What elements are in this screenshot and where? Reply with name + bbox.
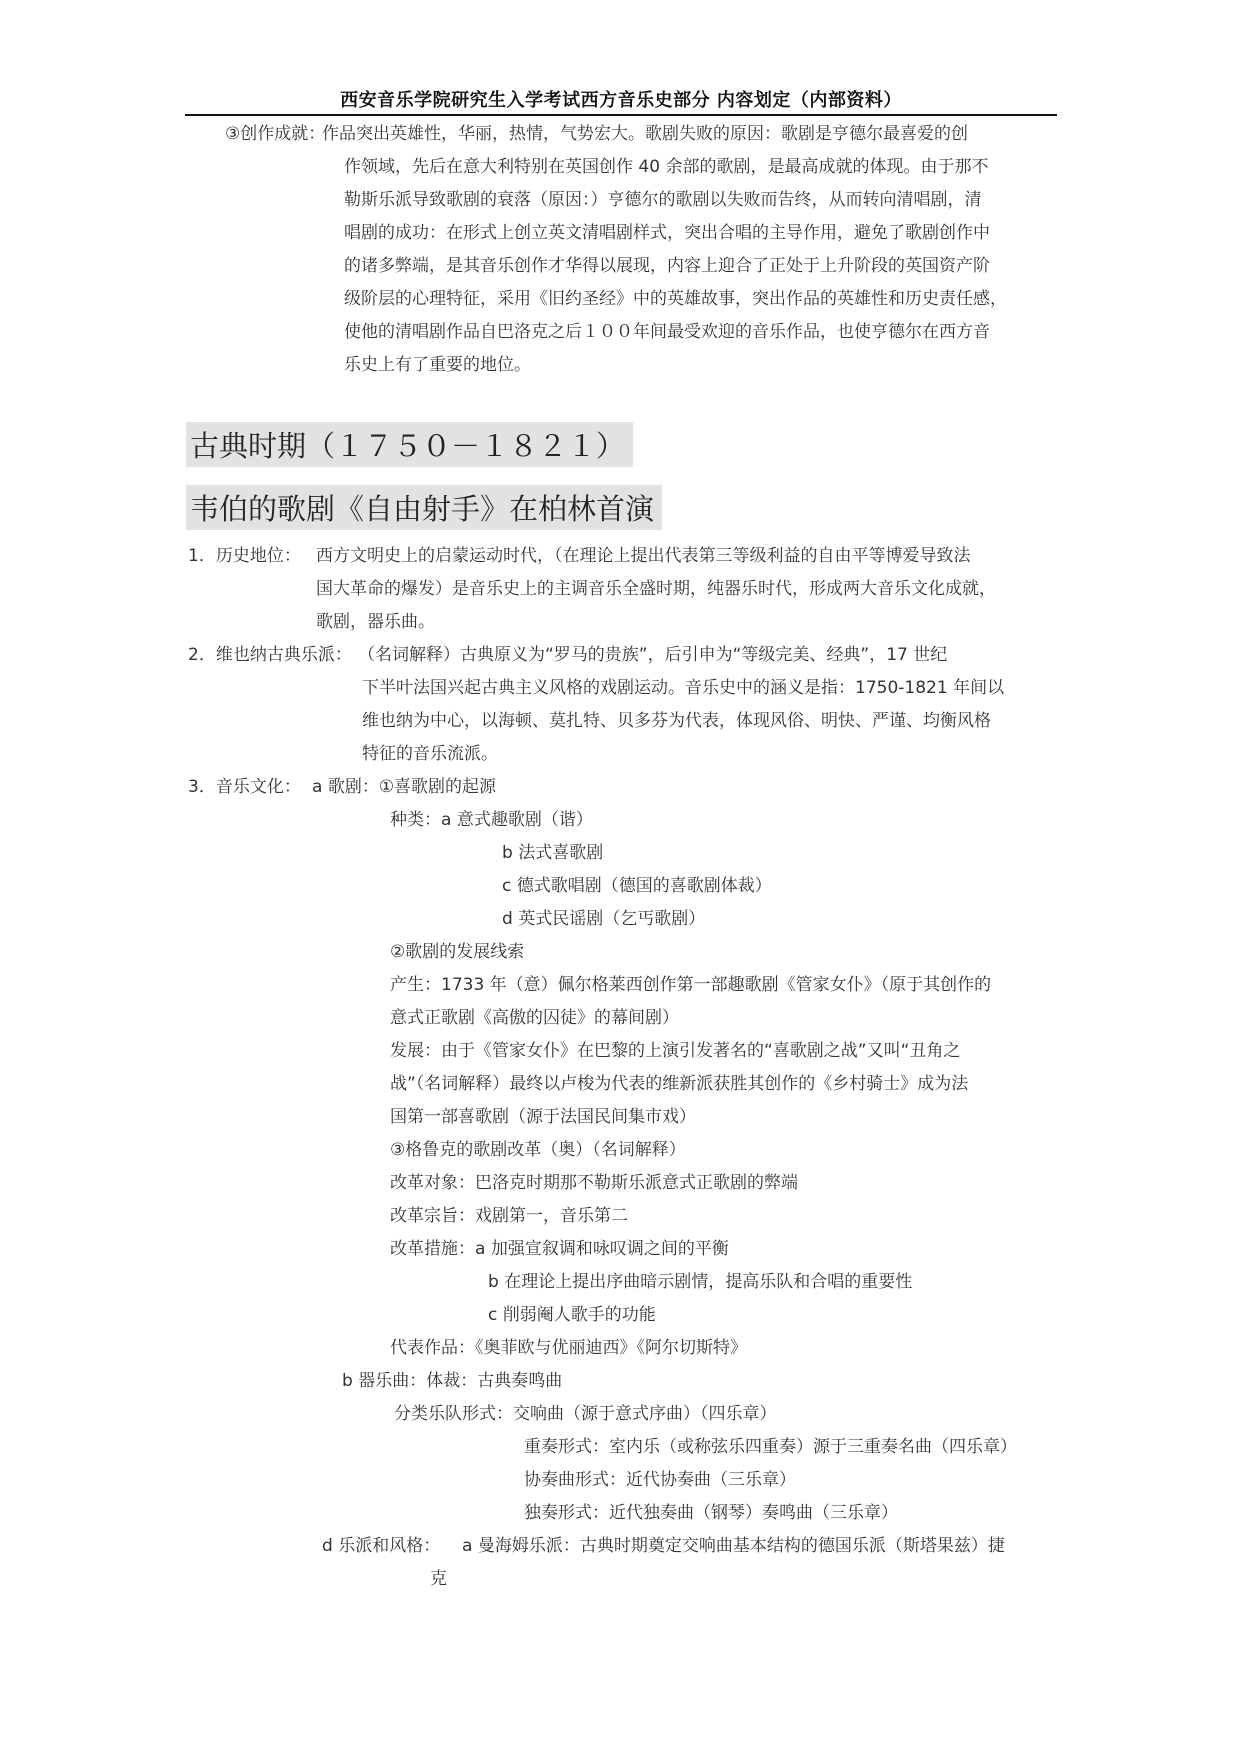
reform-measures-label: 改革措施：a 加强宣叙调和咏叹调之间的平衡 [390, 1239, 729, 1259]
schools-label: d 乐派和风格： [322, 1536, 441, 1556]
page-header-title: 西安音乐学院研究生入学考试西方音乐史部分 内容划定（内部资料） [340, 90, 902, 111]
opera-growth-text: 发展：由于《管家女仆》在巴黎的上演引发著名的“喜歌剧之战”又叫“丑角之 [390, 1041, 961, 1061]
intro-line: 乐史上有了重要的地位。 [344, 355, 531, 375]
item3-label: 3．音乐文化： [188, 777, 301, 797]
intro-first-line: 作品突出英雄性，华丽，热情，气势宏大。歌剧失败的原因：歌剧是亨德尔最喜爱的创 [322, 124, 968, 144]
intro-line: 唱剧的成功：在形式上创立英文清唱剧样式，突出合唱的主导作用，避免了歌剧创作中 [344, 223, 990, 243]
opera-origin-line: a 歌剧：①喜歌剧的起源 [312, 777, 497, 797]
reform-target: 改革对象：巴洛克时期那不勒斯乐派意式正歌剧的弊端 [390, 1173, 798, 1193]
intro-line: 级阶层的心理特征，采用《旧约圣经》中的英雄故事，突出作品的英雄性和历史责任感， [344, 289, 1007, 309]
intro-label: ③创作成就： [225, 124, 326, 144]
item2-line: 下半叶法国兴起古典主义风格的戏剧运动。音乐史中的涵义是指：1750-1821 年间以 [362, 678, 1005, 698]
mannheim-school-continued: 克 [430, 1569, 447, 1589]
heading-weber-opera: 韦伯的歌剧《自由射手》在柏林首演 [186, 485, 662, 530]
opera-kinds-label: 种类：a 意式趣歌剧（谐） [390, 810, 593, 830]
classification-item: 重奏形式：室内乐（或称弦乐四重奏）源于三重奏名曲（四乐章） [524, 1437, 1017, 1457]
reform-aim: 改革宗旨：戏剧第一，音乐第二 [390, 1206, 628, 1226]
item1-first-line: 西方文明史上的启蒙运动时代，（在理论上提出代表第三等级利益的自由平等博爱导致法 [316, 546, 971, 566]
header-divider [185, 114, 1057, 116]
gluck-reform-title: ③格鲁克的歌剧改革（奥）（名词解释） [390, 1140, 686, 1160]
item2-label: 2．维也纳古典乐派： [188, 645, 352, 665]
intro-line: 勒斯乐派导致歌剧的衰落（原因：）亨德尔的歌剧以失败而告终，从而转向清唱剧，清 [344, 190, 982, 210]
opera-kind-item: c 德式歌唱剧（德国的喜歌剧体裁） [502, 876, 772, 896]
opera-development-title: ②歌剧的发展线索 [390, 942, 525, 962]
item1-line: 歌剧，器乐曲。 [316, 612, 435, 632]
classification-item: 协奏曲形式：近代协奏曲（三乐章） [524, 1470, 796, 1490]
reform-measure-item: c 削弱阉人歌手的功能 [488, 1305, 656, 1325]
item2-line: 特征的音乐流派。 [362, 744, 498, 764]
classification-label: 分类乐队形式：交响曲（源于意式序曲）（四乐章） [394, 1404, 777, 1424]
intro-line: 使他的清唱剧作品自巴洛克之后１００年间最受欢迎的音乐作品，也使亨德尔在西方音 [344, 322, 990, 342]
opera-origin-text: 意式正歌剧《高傲的囚徒》的幕间剧） [390, 1008, 679, 1028]
intro-line: 的诸多弊端，是其音乐创作才华得以展现，内容上迎合了正处于上升阶段的英国资产阶 [344, 256, 990, 276]
opera-origin-text: 产生：1733 年（意）佩尔格莱西创作第一部趣歌剧《管家女仆》（原于其创作的 [390, 975, 992, 995]
reform-measure-item: b 在理论上提出序曲暗示剧情，提高乐队和合唱的重要性 [488, 1272, 913, 1292]
intro-line: 作领域，先后在意大利特别在英国创作 40 余部的歌剧，是最高成就的体现。由于那不 [344, 157, 989, 177]
item2-line: 维也纳为中心，以海顿、莫扎特、贝多芬为代表，体现风俗、明快、严谨、均衡风格 [362, 711, 991, 731]
heading-classical-period: 古典时期（１７５０－１８２１） [186, 422, 633, 467]
opera-kind-item: b 法式喜歌剧 [502, 843, 604, 863]
opera-kind-item: d 英式民谣剧（乞丐歌剧） [502, 909, 706, 929]
item2-first-line: （名词解释）古典原义为“罗马的贵族”，后引申为“等级完美、经典”，17 世纪 [358, 645, 948, 665]
item1-line: 国大革命的爆发）是音乐史上的主调音乐全盛时期，纯器乐时代，形成两大音乐文化成就， [316, 579, 996, 599]
mannheim-school-line: a 曼海姆乐派：古典时期奠定交响曲基本结构的德国乐派（斯塔果兹）捷 [462, 1536, 1005, 1556]
classification-item: 独奏形式：近代独奏曲（钢琴）奏鸣曲（三乐章） [524, 1503, 898, 1523]
opera-growth-text: 国第一部喜歌剧（源于法国民间集市戏） [390, 1107, 696, 1127]
representative-works: 代表作品：《奥菲欧与优丽迪西》《阿尔切斯特》 [390, 1338, 747, 1358]
instrumental-music-line: b 器乐曲：体裁：古典奏鸣曲 [342, 1371, 563, 1391]
item1-label: 1．历史地位： [188, 546, 301, 566]
opera-growth-text: 战”（名词解释）最终以卢梭为代表的维新派获胜其创作的《乡村骑士》成为法 [390, 1074, 969, 1094]
